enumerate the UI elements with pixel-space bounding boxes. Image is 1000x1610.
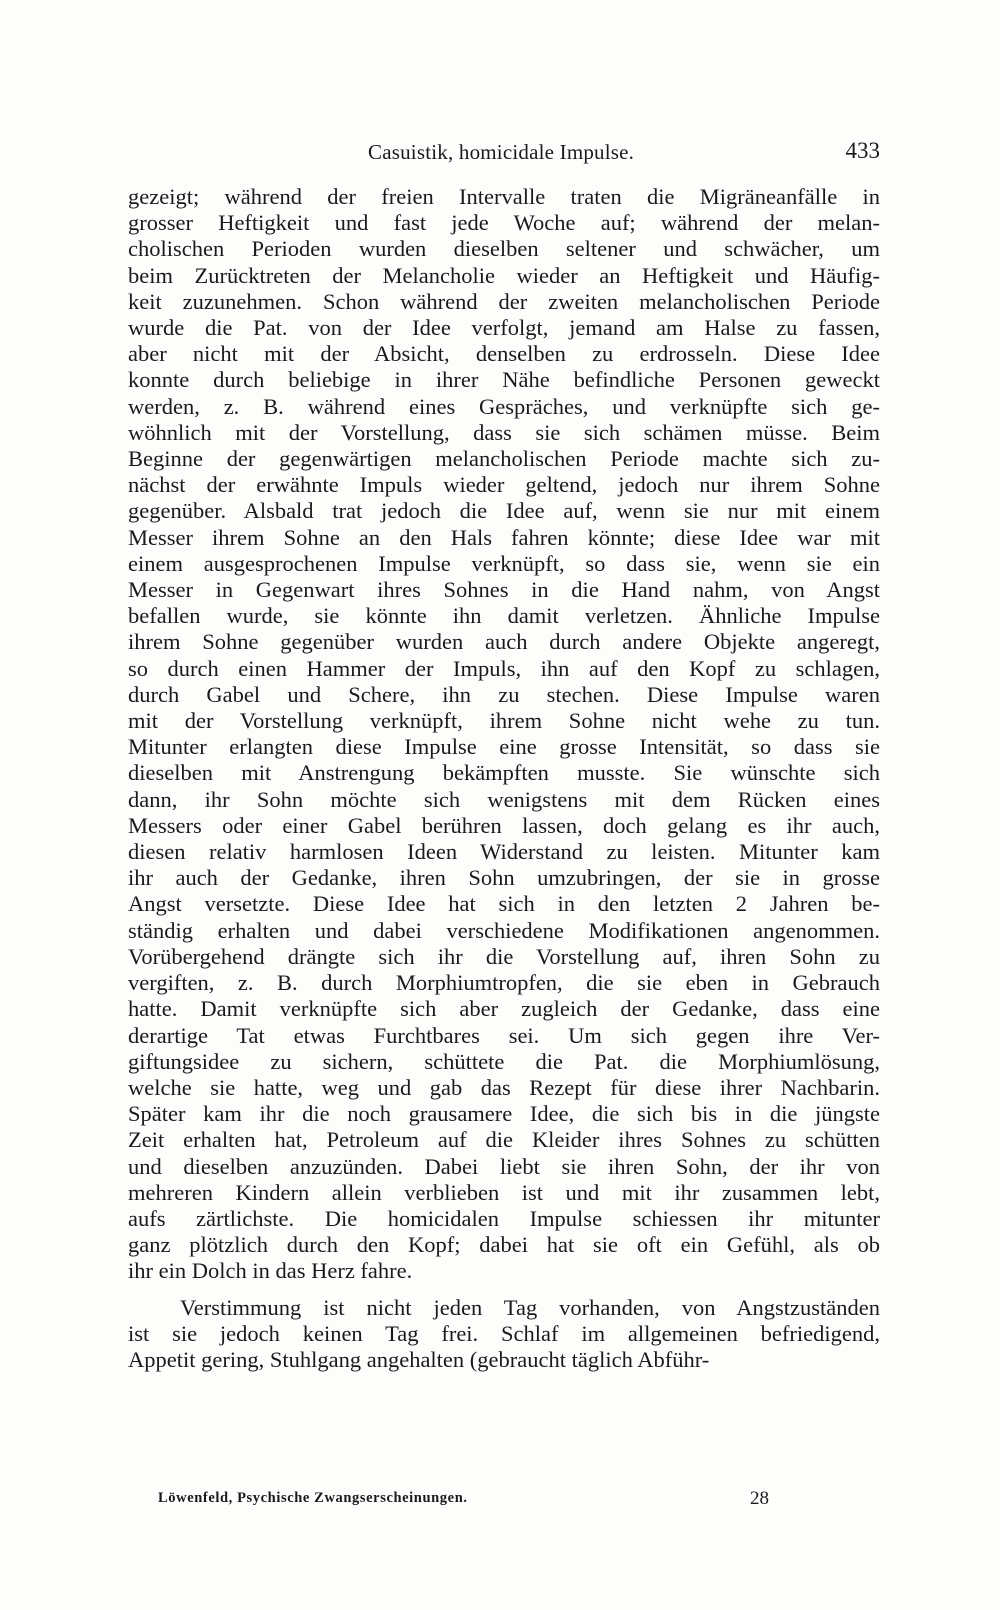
- text-line: einem ausgesprochenen Impulse verknüpft, so dass sie, wenn sie ein: [128, 550, 880, 576]
- text-line: vergiften, z. B. durch Morphiumtropfen, die sie eben in Gebrauch: [128, 970, 880, 996]
- text-line: gezeigt; während der freien Intervalle traten die Migräneanfälle in: [128, 184, 880, 209]
- text-line: so durch einen Hammer der Impuls, ihn auf den Kopf zu schlagen,: [128, 655, 880, 681]
- paragraph: [128, 184, 880, 1285]
- text-line: werden, z. B. während eines Gespräches, und verknüpfte sich ge-: [128, 393, 880, 419]
- text-line: konnte durch beliebige in ihrer Nähe befindliche Personen geweckt: [128, 367, 880, 393]
- text-line: Mitunter erlangten diese Impulse eine grosse Intensität, so dass sie: [128, 734, 880, 760]
- text-line: hatte. Damit verknüpfte sich aber zugleich der Gedanke, dass eine: [128, 996, 880, 1022]
- text-line: ihr auch der Gedanke, ihren Sohn umzubringen, der sie in grosse: [128, 865, 880, 891]
- paragraph: [128, 1295, 880, 1374]
- page-header: [128, 138, 880, 172]
- text-line: aber nicht mit der Absicht, denselben zu erdrosseln. Diese Idee: [128, 341, 880, 367]
- text-line: Später kam ihr die noch grausamere Idee, die sich bis in die jüngste: [128, 1101, 880, 1127]
- text-line: welche sie hatte, weg und gab das Rezept für diese ihrer Nachbarin.: [128, 1074, 880, 1100]
- body-text: [128, 184, 880, 1373]
- text-line: keit zuzunehmen. Schon während der zweiten melancholischen Periode: [128, 288, 880, 314]
- text-line: derartige Tat etwas Furchtbares sei. Um sich gegen ihre Ver-: [128, 1022, 880, 1048]
- text-line: wurde die Pat. von der Idee verfolgt, jemand am Halse zu fassen,: [128, 315, 880, 341]
- text-line: befallen wurde, sie könnte ihn damit verletzen. Ähnliche Impulse: [128, 603, 880, 629]
- text-line: Angst versetzte. Diese Idee hat sich in den letzten 2 Jahren be-: [128, 891, 880, 917]
- text-line: Messer in Gegenwart ihres Sohnes in die Hand nahm, von Angst: [128, 577, 880, 603]
- text-line: dann, ihr Sohn möchte sich wenigstens mit dem Rücken eines: [128, 786, 880, 812]
- text-line: Zeit erhalten hat, Petroleum auf die Kleider ihres Sohnes zu schütten: [128, 1127, 880, 1153]
- text-line: giftungsidee zu sichern, schüttete die Pat. die Morphiumlösung,: [128, 1048, 880, 1074]
- text-line: gegenüber. Alsbald trat jedoch die Idee auf, wenn sie nur mit einem: [128, 498, 880, 524]
- text-line: mehreren Kindern allein verblieben ist und mit ihr zusammen lebt,: [128, 1179, 880, 1205]
- text-line: Vorübergehend drängte sich ihr die Vorstellung auf, ihren Sohn zu: [128, 943, 880, 969]
- text-line: Messers oder einer Gabel berühren lassen, doch gelang es ihr auch,: [128, 812, 880, 838]
- text-line: dieselben mit Anstrengung bekämpften musste. Sie wünschte sich: [128, 760, 880, 786]
- text-line: grosser Heftigkeit und fast jede Woche auf; während der melan-: [128, 210, 880, 236]
- text-line: cholischen Perioden wurden dieselben seltener und schwächer, um: [128, 236, 880, 262]
- text-line: nächst der erwähnte Impuls wieder geltend, jedoch nur ihrem Sohne: [128, 472, 880, 498]
- signature-mark: Löwenfeld, Psychische Zwangserscheinungen.: [158, 1490, 468, 1506]
- text-line: ist sie jedoch keinen Tag frei. Schlaf im allgemeinen befriedigend,: [128, 1320, 880, 1346]
- text-line: wöhnlich mit der Vorstellung, dass sie sich schämen müsse. Beim: [128, 419, 880, 445]
- page-number: 433: [845, 138, 880, 163]
- text-line: diesen relativ harmlosen Ideen Widerstand zu leisten. Mitunter kam: [128, 839, 880, 865]
- text-line: ständig erhalten und dabei verschiedene Modifikationen angenommen.: [128, 917, 880, 943]
- signature-number: 28: [750, 1488, 769, 1509]
- text-line: und dieselben anzuzünden. Dabei liebt sie ihren Sohn, der ihr von: [128, 1153, 880, 1179]
- text-line: ganz plötzlich durch den Kopf; dabei hat sie oft ein Gefühl, als ob: [128, 1232, 880, 1258]
- text-line: mit der Vorstellung verknüpft, ihrem Sohne nicht wehe zu tun.: [128, 708, 880, 734]
- running-head: Casuistik, homicidale Impulse.: [368, 140, 635, 164]
- text-line: durch Gabel und Schere, ihn zu stechen. Diese Impulse waren: [128, 681, 880, 707]
- page-footer: [158, 1488, 798, 1512]
- text-line: Messer ihrem Sohne an den Hals fahren könnte; diese Idee war mit: [128, 524, 880, 550]
- text-line: ihr ein Dolch in das Herz fahre.: [128, 1258, 413, 1284]
- text-line: ihrem Sohne gegenüber wurden auch durch andere Objekte angeregt,: [128, 629, 880, 655]
- text-line: Beginne der gegenwärtigen melancholischen Periode machte sich zu-: [128, 446, 880, 472]
- text-line: Appetit gering, Stuhlgang angehalten (gebraucht täglich Abführ-: [128, 1346, 710, 1372]
- text-line: Verstimmung ist nicht jeden Tag vorhanden, von Angstzuständen: [180, 1294, 880, 1320]
- text-line: beim Zurücktreten der Melancholie wieder an Heftigkeit und Häufig-: [128, 262, 880, 288]
- text-line: aufs zärtlichste. Die homicidalen Impulse schiessen ihr mitunter: [128, 1205, 880, 1231]
